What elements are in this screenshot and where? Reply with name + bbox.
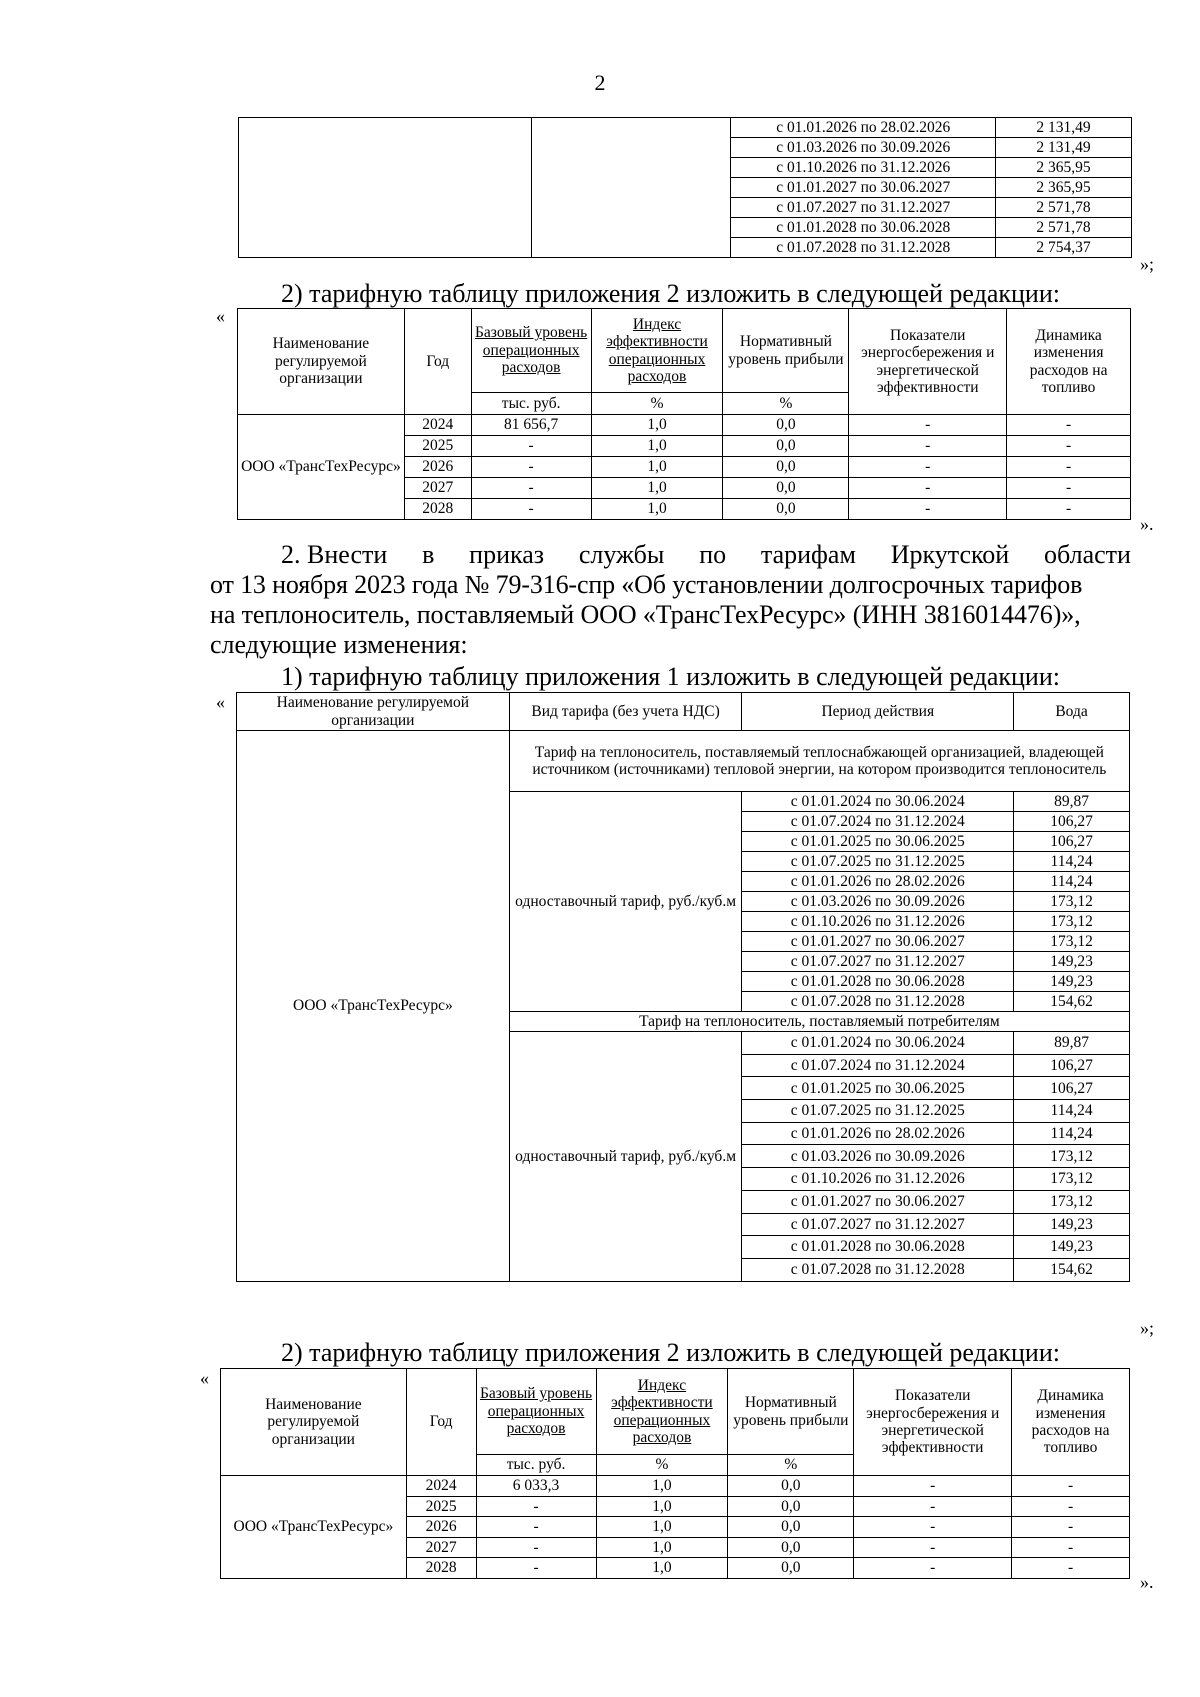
base-cell: 81 656,7 — [471, 415, 591, 436]
heading-appendix-2-first: 2) тарифную таблицу приложения 2 изложить в следующей редакции: — [281, 279, 1060, 308]
value-cell: 2 365,95 — [996, 158, 1132, 178]
base-cell: - — [476, 1496, 596, 1517]
tariff-type-cell: одноставочный тариф, руб./куб.м — [509, 792, 742, 1012]
period-cell: с 01.03.2026 по 30.09.2026 — [742, 1145, 1014, 1168]
value-cell: 154,62 — [1014, 1258, 1130, 1281]
index-cell: 1,0 — [591, 499, 723, 520]
heading-appendix-1: 1) тарифную таблицу приложения 1 изложить в следующей редакции: — [281, 662, 1060, 691]
fuel-cell: - — [1007, 436, 1131, 457]
index-cell: 1,0 — [591, 415, 723, 436]
value-cell: 173,12 — [1014, 1190, 1130, 1213]
value-cell: 2 571,78 — [996, 198, 1132, 218]
profit-cell: 0,0 — [728, 1496, 854, 1517]
value-cell: 2 365,95 — [996, 178, 1132, 198]
base-cell: - — [476, 1537, 596, 1558]
energy-cell: - — [854, 1558, 1012, 1579]
period-cell: с 01.03.2026 по 30.09.2026 — [731, 138, 996, 158]
org-name-cell: ООО «ТрансТехРесурс» — [237, 731, 510, 1282]
open-quote-b: « — [216, 692, 225, 712]
period-cell: с 01.10.2026 по 31.12.2026 — [731, 158, 996, 178]
period-cell: с 01.01.2028 по 30.06.2028 — [742, 1236, 1014, 1259]
header-org: Наименование регулируемой организации — [238, 309, 405, 415]
value-cell: 106,27 — [1014, 1077, 1130, 1100]
value-cell: 2 571,78 — [996, 218, 1132, 238]
closing-mark-a: ». — [1140, 514, 1154, 534]
period-cell: с 01.01.2026 по 28.02.2026 — [731, 118, 996, 138]
fuel-cell: - — [1012, 1558, 1130, 1579]
unit-base: тыс. руб. — [476, 1455, 596, 1476]
year-cell: 2024 — [404, 415, 471, 436]
period-cell: с 01.10.2026 по 31.12.2026 — [742, 912, 1014, 932]
value-cell: 2 131,49 — [996, 138, 1132, 158]
period-cell: с 01.01.2025 по 30.06.2025 — [742, 832, 1014, 852]
header-fuel: Динамика изменения расходов на топливо — [1007, 309, 1131, 415]
org-name-cell: ООО «ТрансТехРесурс» — [221, 1476, 407, 1579]
table-row — [238, 415, 1131, 436]
value-cell: 154,62 — [1014, 992, 1130, 1012]
value-cell: 106,27 — [1014, 832, 1130, 852]
fuel-cell: - — [1007, 499, 1131, 520]
header-profit: Нормативный уровень прибыли — [723, 309, 849, 393]
header-year: Год — [404, 309, 471, 415]
header-org: Наименование регулируемой организации — [237, 693, 510, 731]
profit-cell: 0,0 — [723, 415, 849, 436]
energy-cell: - — [849, 415, 1007, 436]
year-cell: 2028 — [404, 499, 471, 520]
fuel-cell: - — [1007, 457, 1131, 478]
index-cell: 1,0 — [591, 457, 723, 478]
value-cell: 173,12 — [1014, 892, 1130, 912]
section-title-producer: Тариф на теплоноситель, поставляемый теплоснабжающей организацией, владеющей источником (источниками) тепловой энергии, на котором производится теплоноситель — [509, 731, 1129, 792]
period-cell: с 01.07.2025 по 31.12.2025 — [742, 852, 1014, 872]
energy-cell: - — [849, 436, 1007, 457]
year-cell: 2027 — [404, 478, 471, 499]
header-year: Год — [406, 1369, 476, 1476]
profit-cell: 0,0 — [723, 457, 849, 478]
index-cell: 1,0 — [596, 1517, 728, 1538]
value-cell: 173,12 — [1014, 1145, 1130, 1168]
value-cell: 149,23 — [1014, 972, 1130, 992]
closing-mark-b: »; — [1140, 1318, 1155, 1338]
heading-appendix-2-second: 2) тарифную таблицу приложения 2 изложить в следующей редакции: — [281, 1338, 1060, 1367]
profit-cell: 0,0 — [728, 1517, 854, 1538]
base-cell: - — [476, 1558, 596, 1579]
value-cell: 149,23 — [1014, 952, 1130, 972]
header-fuel: Динамика изменения расходов на топливо — [1012, 1369, 1130, 1476]
period-cell: с 01.01.2026 по 28.02.2026 — [742, 872, 1014, 892]
header-tariff-type: Вид тарифа (без учета НДС) — [509, 693, 742, 731]
fuel-cell: - — [1012, 1517, 1130, 1538]
value-cell: 173,12 — [1014, 912, 1130, 932]
year-cell: 2025 — [404, 436, 471, 457]
value-cell: 149,23 — [1014, 1213, 1130, 1236]
value-cell: 114,24 — [1014, 1122, 1130, 1145]
section-title-consumers: Тариф на теплоноситель, поставляемый потребителям — [509, 1012, 1129, 1032]
header-base: Базовый уровень операционных расходов — [476, 1369, 596, 1455]
value-cell: 106,27 — [1014, 812, 1130, 832]
coolant-tariff-table — [236, 692, 1130, 1282]
period-cell: с 01.07.2025 по 31.12.2025 — [742, 1100, 1014, 1123]
unit-profit: % — [728, 1455, 854, 1476]
empty-org-cell — [239, 118, 532, 258]
year-cell: 2024 — [406, 1476, 476, 1497]
profit-cell: 0,0 — [728, 1476, 854, 1497]
header-profit: Нормативный уровень прибыли — [728, 1369, 854, 1455]
closing-mark-c: ». — [1140, 1572, 1154, 1592]
period-cell: с 01.01.2027 по 30.06.2027 — [742, 1190, 1014, 1213]
energy-cell: - — [854, 1476, 1012, 1497]
year-cell: 2028 — [406, 1558, 476, 1579]
base-cell: - — [471, 457, 591, 478]
value-cell: 114,24 — [1014, 852, 1130, 872]
profit-cell: 0,0 — [723, 499, 849, 520]
value-cell: 173,12 — [1014, 1168, 1130, 1191]
period-cell: с 01.07.2028 по 31.12.2028 — [742, 1258, 1014, 1281]
paragraph-2-line-3: на теплоноситель, поставляемый ООО «ТрансТехРесурс» (ИНН 3816014476)», — [210, 600, 1081, 629]
profit-cell: 0,0 — [723, 478, 849, 499]
period-cell: с 01.07.2027 по 31.12.2027 — [731, 198, 996, 218]
header-index: Индекс эффективности операционных расходов — [596, 1369, 728, 1455]
value-cell: 149,23 — [1014, 1236, 1130, 1259]
period-cell: с 01.01.2027 по 30.06.2027 — [731, 178, 996, 198]
value-cell: 89,87 — [1014, 792, 1130, 812]
base-cell: - — [471, 499, 591, 520]
paragraph-2-line-2: от 13 ноября 2023 года № 79-316-спр «Об установлении долгосрочных тарифов — [210, 570, 1083, 599]
period-cell: с 01.10.2026 по 31.12.2026 — [742, 1168, 1014, 1191]
fuel-cell: - — [1007, 478, 1131, 499]
index-cell: 1,0 — [591, 478, 723, 499]
period-cell: с 01.01.2025 по 30.06.2025 — [742, 1077, 1014, 1100]
index-cell: 1,0 — [596, 1537, 728, 1558]
value-cell: 106,27 — [1014, 1054, 1130, 1077]
tariff-table-continuation — [238, 117, 1132, 258]
period-cell: с 01.01.2027 по 30.06.2027 — [742, 932, 1014, 952]
value-cell: 2 754,37 — [996, 238, 1132, 258]
energy-cell: - — [849, 499, 1007, 520]
value-cell: 2 131,49 — [996, 118, 1132, 138]
open-quote-c: « — [200, 1368, 209, 1388]
year-cell: 2026 — [404, 457, 471, 478]
value-cell: 114,24 — [1014, 872, 1130, 892]
base-cell: - — [476, 1517, 596, 1538]
index-cell: 1,0 — [596, 1558, 728, 1579]
period-cell: с 01.07.2027 по 31.12.2027 — [742, 1213, 1014, 1236]
energy-cell: - — [854, 1537, 1012, 1558]
header-energy: Показатели энергосбережения и энергетической эффективности — [849, 309, 1007, 415]
paragraph-2-line-1: 2. Внести в приказ службы по тарифам Иркутской области — [281, 540, 1131, 569]
unit-index: % — [596, 1455, 728, 1476]
energy-cell: - — [854, 1496, 1012, 1517]
header-org: Наименование регулируемой организации — [221, 1369, 407, 1476]
profit-cell: 0,0 — [728, 1537, 854, 1558]
page-number: 2 — [594, 70, 606, 95]
fuel-cell: - — [1012, 1537, 1130, 1558]
period-cell: с 01.07.2028 по 31.12.2028 — [731, 238, 996, 258]
base-cell: - — [471, 436, 591, 457]
unit-base: тыс. руб. — [471, 393, 591, 415]
fuel-cell: - — [1007, 415, 1131, 436]
period-cell: с 01.01.2026 по 28.02.2026 — [742, 1122, 1014, 1145]
header-index: Индекс эффективности операционных расходов — [591, 309, 723, 393]
header-base: Базовый уровень операционных расходов — [471, 309, 591, 393]
energy-cell: - — [849, 478, 1007, 499]
period-cell: с 01.01.2024 по 30.06.2024 — [742, 1032, 1014, 1055]
open-quote-a: « — [216, 306, 225, 326]
value-cell: 173,12 — [1014, 932, 1130, 952]
base-cell: 6 033,3 — [476, 1476, 596, 1497]
table-row — [237, 693, 1130, 731]
header-energy: Показатели энергосбережения и энергетической эффективности — [854, 1369, 1012, 1476]
year-cell: 2025 — [406, 1496, 476, 1517]
table-row — [239, 118, 1132, 138]
base-levels-table-coolant — [220, 1368, 1130, 1579]
period-cell: с 01.07.2027 по 31.12.2027 — [742, 952, 1014, 972]
period-cell: с 01.07.2028 по 31.12.2028 — [742, 992, 1014, 1012]
period-cell: с 01.01.2028 по 30.06.2028 — [731, 218, 996, 238]
value-cell: 89,87 — [1014, 1032, 1130, 1055]
unit-index: % — [591, 393, 723, 415]
energy-cell: - — [849, 457, 1007, 478]
index-cell: 1,0 — [596, 1476, 728, 1497]
closing-mark-top: »; — [1140, 254, 1155, 274]
value-cell: 114,24 — [1014, 1100, 1130, 1123]
energy-cell: - — [854, 1517, 1012, 1538]
fuel-cell: - — [1012, 1496, 1130, 1517]
index-cell: 1,0 — [591, 436, 723, 457]
base-cell: - — [471, 478, 591, 499]
period-cell: с 01.01.2028 по 30.06.2028 — [742, 972, 1014, 992]
table-row — [237, 731, 1130, 792]
table-row — [221, 1476, 1130, 1497]
unit-profit: % — [723, 393, 849, 415]
header-water: Вода — [1014, 693, 1130, 731]
paragraph-2-line-4: следующие изменения: — [210, 630, 468, 659]
tariff-type-cell: одноставочный тариф, руб./куб.м — [509, 1032, 742, 1282]
header-period: Период действия — [742, 693, 1014, 731]
empty-type-cell — [531, 118, 731, 258]
profit-cell: 0,0 — [723, 436, 849, 457]
period-cell: с 01.07.2024 по 31.12.2024 — [742, 1054, 1014, 1077]
period-cell: с 01.03.2026 по 30.09.2026 — [742, 892, 1014, 912]
org-name-cell: ООО «ТрансТехРесурс» — [238, 415, 405, 520]
fuel-cell: - — [1012, 1476, 1130, 1497]
period-cell: с 01.07.2024 по 31.12.2024 — [742, 812, 1014, 832]
year-cell: 2027 — [406, 1537, 476, 1558]
index-cell: 1,0 — [596, 1496, 728, 1517]
period-cell: с 01.01.2024 по 30.06.2024 — [742, 792, 1014, 812]
year-cell: 2026 — [406, 1517, 476, 1538]
profit-cell: 0,0 — [728, 1558, 854, 1579]
base-levels-table-heat — [237, 308, 1131, 520]
